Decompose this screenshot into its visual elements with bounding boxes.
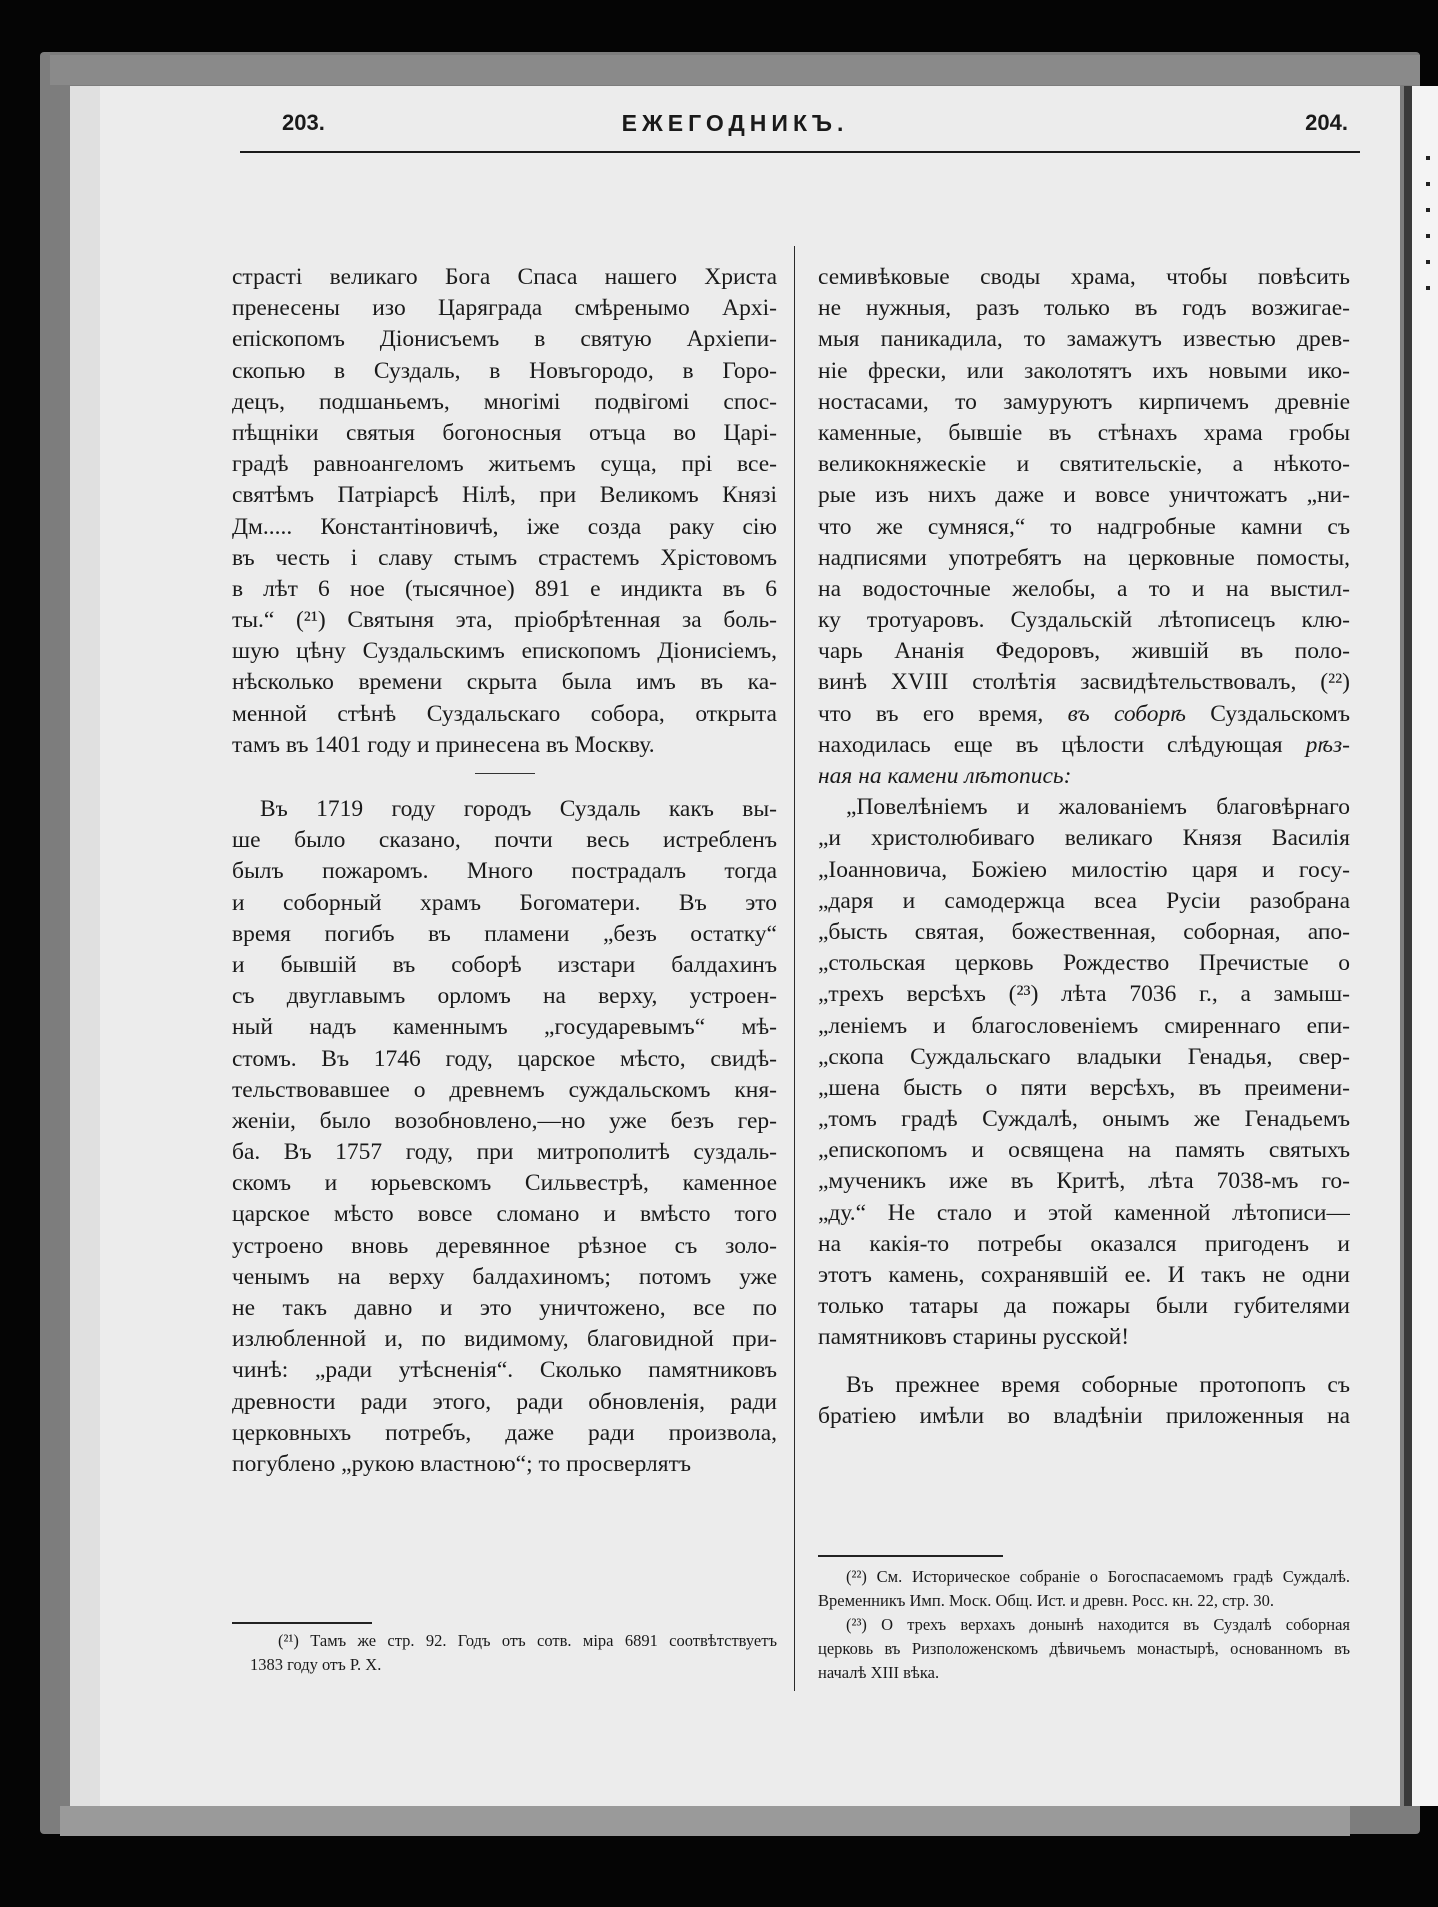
italic-line bbox=[818, 761, 1350, 792]
text-line: братіею имѣли во владѣніи приложенныя на bbox=[818, 1402, 1350, 1429]
text-line: (²²) См. Историческое собраніе о Богоспасаемомъ градѣ Суждалѣ. bbox=[846, 1567, 1350, 1586]
text-line: памятниковъ старины русской! bbox=[818, 1324, 1130, 1351]
text: Суздальскомъ bbox=[1185, 700, 1350, 727]
text-line: Въ прежнее время соборные протопопъ съ bbox=[846, 1371, 1350, 1398]
paragraph-gap bbox=[818, 1354, 1350, 1370]
right-column bbox=[818, 262, 1350, 1432]
italic-text: въ соборѣ bbox=[1067, 700, 1186, 727]
text-line: в лѣт 6 ное (тысячное) 891 е индикта въ 6 bbox=[232, 575, 777, 602]
text-line: церковныхъ потребъ, даже ради произвола, bbox=[232, 1419, 777, 1446]
column-divider bbox=[794, 246, 795, 1691]
footnote-21-lines bbox=[250, 1629, 777, 1677]
text-line: надписями употребятъ на церковные помосты, bbox=[818, 544, 1350, 571]
line-with-italic bbox=[818, 699, 1350, 730]
italic-text: рѣз- bbox=[1305, 731, 1350, 758]
footnote-21 bbox=[250, 1629, 777, 1677]
text-line: скопью в Суздаль, в Новъгородо, в Горо- bbox=[232, 357, 777, 384]
next-page-edge bbox=[1404, 86, 1438, 1806]
text-line: не нужныя, разъ только въ годъ возжигае- bbox=[818, 295, 1350, 322]
text-line: началѣ XIII вѣка. bbox=[818, 1663, 940, 1682]
text-line: въ честь і славу стымъ страстемъ Хрістовомъ bbox=[232, 544, 777, 571]
footnote-rule-left bbox=[232, 1622, 372, 1624]
text-line: время погибъ въ пламени „безъ остатку“ bbox=[232, 920, 777, 947]
left-paragraph-2 bbox=[232, 794, 777, 1480]
text-line: ніе фрески, или заколотятъ ихъ новыми ико- bbox=[818, 357, 1350, 384]
text-line: ченымъ на верху балдахиномъ; потомъ уже bbox=[232, 1263, 777, 1290]
text-line: „бысть святая, божественная, соборная, апо- bbox=[818, 918, 1350, 945]
text-line: градѣ равноангеломъ житьемъ суща, прі все- bbox=[232, 451, 777, 478]
text-line: ше было сказано, почти весь истребленъ bbox=[232, 827, 777, 854]
left-page-number: 203. bbox=[282, 110, 325, 135]
text-line: семивѣковые своды храма, чтобы повѣсить bbox=[818, 264, 1350, 290]
text-line: только татары да пожары были губителями bbox=[818, 1293, 1350, 1320]
text-line: 1383 году отъ Р. Х. bbox=[250, 1655, 382, 1674]
text-line: тамъ въ 1401 году и принесена въ Москву. bbox=[232, 731, 655, 758]
text: находилась еще въ цѣлости слѣдующая bbox=[818, 731, 1306, 758]
text-line: чарь Ананія Федоровъ, жившій въ поло- bbox=[818, 638, 1350, 665]
text-line: излюбленной и, по видимому, благовидной при- bbox=[232, 1326, 777, 1353]
header-rule bbox=[240, 151, 1360, 153]
text-line: царское мѣсто вовсе сломано и вмѣсто того bbox=[232, 1201, 777, 1228]
text-line: святѣмъ Патріарсѣ Нілѣ, при Великомъ Князі bbox=[232, 482, 777, 509]
text-line: Дм..... Константіновичѣ, іже созда раку сію bbox=[232, 513, 777, 540]
text-line: не такъ давно и это уничтожено, все по bbox=[232, 1295, 777, 1321]
text-line: „леніемъ и благословеніемъ смиреннаго епи- bbox=[818, 1012, 1350, 1039]
left-column bbox=[232, 262, 777, 1480]
text-line: (²¹) Тамъ же стр. 92. Годъ отъ сотв. міра 6891 соотвѣтствуетъ bbox=[278, 1631, 777, 1650]
text-line: и бывшій въ соборѣ изстари балдахинъ bbox=[232, 951, 777, 978]
text-line: (²³) О трехъ верхахъ донынѣ находится въ Суздалѣ соборная bbox=[846, 1615, 1350, 1634]
text-line: древности ради этого, ради обновленія, ради bbox=[232, 1388, 777, 1415]
text-line: на какія-то потребы оказался пригоденъ и bbox=[818, 1230, 1350, 1257]
text-line: и соборный храмъ Богоматери. Въ это bbox=[232, 889, 777, 916]
text-line: „стольская церковь Рождество Пречистые о bbox=[818, 950, 1350, 977]
text-line: былъ пожаромъ. Много пострадалъ тогда bbox=[232, 858, 777, 885]
text-line: тельствовавшее о древнемъ суждальскомъ кня- bbox=[232, 1076, 777, 1103]
italic-text: ная на камени лѣтопись: bbox=[818, 763, 1072, 789]
text-line: децъ, подшаньемъ, многімі подвігомі спос- bbox=[232, 388, 777, 415]
text-line: „ду.“ Не стало и этой каменной лѣтописи— bbox=[818, 1199, 1350, 1226]
text-line: каменные, бывшіе въ стѣнахъ храма гробы bbox=[818, 419, 1350, 446]
text-line: устроено вновь деревянное рѣзное съ золо- bbox=[232, 1232, 777, 1259]
cover-top-edge bbox=[50, 55, 1420, 85]
text-line: ты.“ (²¹) Святыня эта, пріобрѣтенная за боль- bbox=[232, 607, 777, 634]
text-line: что же сумняся,“ то надгробные камни съ bbox=[818, 513, 1350, 540]
text-line: „епископомъ и освящена на память святыхъ bbox=[818, 1137, 1350, 1164]
text-line: этотъ камень, сохранявшій ее. И такъ не одни bbox=[818, 1262, 1350, 1288]
right-page-number: 204. bbox=[1305, 110, 1348, 135]
text-line: шую цѣну Суздальскимъ епископомъ Діонисіемъ, bbox=[232, 638, 777, 665]
text-line: пренесены изо Царяграда смѣренымо Архі- bbox=[232, 295, 777, 322]
text-line: церковь въ Ризположенскомъ дѣвичьемъ монастырѣ, основанномъ въ bbox=[818, 1639, 1350, 1658]
text-line: нѣсколько времени скрыта была имъ въ ка- bbox=[232, 669, 777, 696]
text-line: Въ 1719 году городъ Суздаль какъ вы- bbox=[260, 796, 777, 822]
text-line: рые изъ нихъ даже и вовсе уничтожатъ „ни- bbox=[818, 482, 1350, 509]
text-line: ба. Въ 1757 году, при митрополитѣ суздаль- bbox=[232, 1139, 777, 1166]
journal-title: ЕЖЕГОДНИКЪ. bbox=[621, 110, 849, 136]
text-line: менной стѣнѣ Суздальскаго собора, открыта bbox=[232, 700, 777, 727]
left-paragraph-1 bbox=[232, 262, 777, 761]
text-line: „шена бысть о пяти версѣхъ, въ преимени- bbox=[818, 1074, 1350, 1101]
text-line: стомъ. Въ 1746 году, царское мѣсто, свидѣ- bbox=[232, 1045, 777, 1072]
text-line: мыя паникадила, то замажутъ известью древ- bbox=[818, 326, 1350, 353]
text-line: Временникъ Имп. Моск. Общ. Ист. и древн. Росс. кн. 22, стр. 30. bbox=[818, 1591, 1275, 1610]
footnote-rule-right bbox=[818, 1555, 1003, 1557]
next-page-text-fragments bbox=[1426, 156, 1432, 312]
text-line: „Повелѣніемъ и жалованіемъ благовѣрнаго bbox=[846, 794, 1350, 821]
text-line: „трехъ версѣхъ (²³) лѣта 7036 г., а замыш- bbox=[818, 981, 1350, 1008]
text-line: ку тротуаровъ. Суздальскій лѣтописецъ клю- bbox=[818, 607, 1350, 634]
chronicle-quote bbox=[818, 792, 1350, 1353]
footnotes-22-23 bbox=[818, 1565, 1350, 1685]
text-line: „мученикъ иже въ Критѣ, лѣта 7038-мъ го- bbox=[818, 1168, 1350, 1195]
text-line: „даря и самодержца всеа Русіи разобрана bbox=[818, 887, 1350, 914]
text-line: „томъ градѣ Суждалѣ, онымъ же Генадьемъ bbox=[818, 1106, 1350, 1133]
text-line: епіскопомъ Діонисъемъ в святую Архіепи- bbox=[232, 326, 777, 353]
line-with-italic-2 bbox=[818, 730, 1350, 761]
text-line: страсті великаго Бога Спаса нашего Христа bbox=[232, 264, 777, 290]
running-head bbox=[130, 110, 1348, 150]
text-line: съ двуглавымъ орломъ на верху, устроен- bbox=[232, 983, 777, 1010]
text-line: „Іоанновича, Божіею милостію царя и госу- bbox=[818, 856, 1350, 883]
text-line: великокняжескіе и святительскіе, а нѣкото- bbox=[818, 451, 1350, 478]
right-paragraph-1 bbox=[818, 262, 1350, 699]
footnote-lines bbox=[818, 1565, 1350, 1685]
cover-bottom-edge bbox=[60, 1806, 1350, 1836]
text-line: чинѣ: „ради утѣсненія“. Сколько памятниковъ bbox=[232, 1357, 777, 1384]
text-line: „скопа Суждальскаго владыки Генадья, свер- bbox=[818, 1043, 1350, 1070]
text-line: женіи, было возобновлено,—но уже безъ гер- bbox=[232, 1107, 777, 1134]
text-line: ностасами, то замуруютъ кирпичемъ древніе bbox=[818, 388, 1350, 415]
section-separator bbox=[475, 773, 535, 774]
text-line: погублено „рукою властною“; то просверлятъ bbox=[232, 1450, 691, 1477]
text-line: „и христолюбиваго великаго Князя Василія bbox=[818, 825, 1350, 852]
text-line: пѣщніки святыя богоносныя отъца во Царі- bbox=[232, 419, 777, 446]
text: что въ его время, bbox=[818, 700, 1068, 727]
text-line: на водосточные желобы, а то и на выстил- bbox=[818, 575, 1350, 602]
text-line: винѣ XVIII столѣтія засвидѣтельствовалъ, (²²) bbox=[818, 669, 1350, 696]
right-paragraph-3 bbox=[818, 1370, 1350, 1432]
text-line: ный надъ каменнымъ „государевымъ“ мѣ- bbox=[232, 1014, 777, 1041]
text-line: скомъ и юрьевскомъ Сильвестрѣ, каменное bbox=[232, 1170, 777, 1197]
page-edges bbox=[70, 86, 101, 1806]
